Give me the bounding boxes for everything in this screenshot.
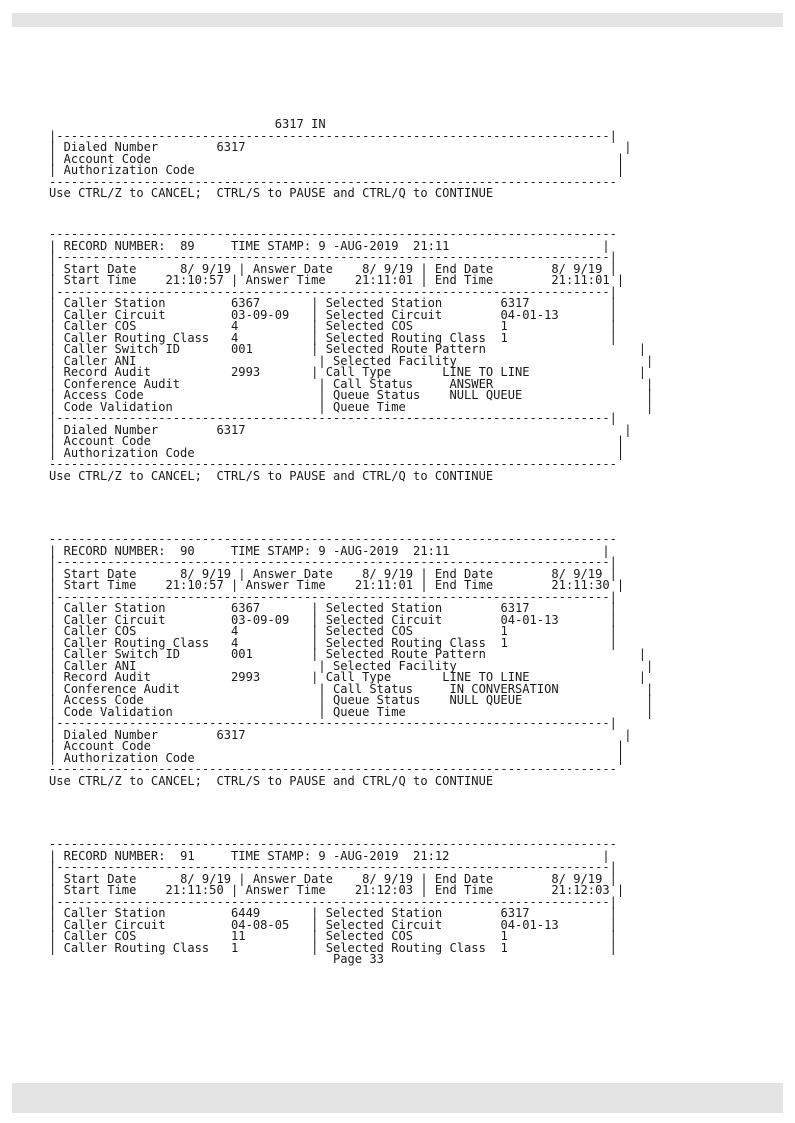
continue-prompt: Use CTRL/Z to CANCEL; CTRL/S to PAUSE and CTRL/Q to CONTINUE [49, 186, 494, 200]
record-block: ------------------------------------------------------------------------------ | RECORD NUMBER: 91 TIME STAMP: 9 -AUG-2019 21:12 | |----------------------------------------------------------------------------| | Start Date 8/ 9/19 | Answer Date 8/ 9/19 | End Date 8/ 9/19 | | Start Time 21:11:50 | Answer Time 21:12:03 | End Time 21:12:03 | |----------------------------------------------------------------------------| | Caller Station 6449 | Selected Station 6317 | | Caller Circuit 04-08-05 | Selected Circuit 04-01-13 | | Caller COS 11 | Selected COS 1 | | Caller Routing Class 1 | Selected Routing Class 1 | Page 33 [49, 837, 625, 966]
printout-header: 6317 IN |----------------------------------------------------------------------------| | Dialed Number 6317 | | Account Code | | Authorization Code | ------------------------------------------------------------------------------ Use CTRL/Z to CANCEL; CTRL/S to PAUSE and CTRL/Q to CONTINUE [49, 117, 632, 200]
record-number: 89 [180, 238, 195, 253]
record-block: ------------------------------------------------------------------------------ | RECORD NUMBER: 89 TIME STAMP: 9 -AUG-2019 21:11 | |----------------------------------------------------------------------------| | Start Date 8/ 9/19 | Answer Date 8/ 9/19 | End Date 8/ 9/19 | | Start Time 21:10:57 | Answer Time 21:11:01 | End Time 21:11:01 | |----------------------------------------------------------------------------| | Caller Station 6367 | Selected Station 6317 | | Caller Circuit 03-09-09 | Selected Circuit 04-01-13 | | Caller COS 4 | Selected COS 1 | | Caller Routing Class 4 | Selected Routing Class 1 | | Caller Switch ID 001 | Selected Route Pattern | | Caller ANI | Selected Facility | | Record Audit 2993 | Call Type LINE TO LINE | | Conference Audit | Call Status ANSWER | | Access Code | Queue Status NULL QUEUE | | Code Validation | Queue Time | |----------------------------------------------------------------------------| | Dialed Number 6317 | | Account Code | | Authorization Code | ------------------------------------------------------------------------------ Use CTRL/Z to CANCEL; CTRL/S to PAUSE and CTRL/Q to CONTINUE [49, 227, 654, 483]
header-title: 6317 IN [274, 117, 326, 131]
record-number: 91 [180, 848, 195, 863]
page-number: Page 33 [332, 952, 384, 966]
scan-bottom-band [12, 1083, 783, 1113]
record-number: 90 [180, 543, 195, 558]
scan-top-band [12, 13, 783, 27]
record-block: ------------------------------------------------------------------------------ | RECORD NUMBER: 90 TIME STAMP: 9 -AUG-2019 21:11 | |----------------------------------------------------------------------------| | Start Date 8/ 9/19 | Answer Date 8/ 9/19 | End Date 8/ 9/19 | | Start Time 21:10:57 | Answer Time 21:11:01 | End Time 21:11:30 | |----------------------------------------------------------------------------| | Caller Station 6367 | Selected Station 6317 | | Caller Circuit 03-09-09 | Selected Circuit 04-01-13 | | Caller COS 4 | Selected COS 1 | | Caller Routing Class 4 | Selected Routing Class 1 | | Caller Switch ID 001 | Selected Route Pattern | | Caller ANI | Selected Facility | | Record Audit 2993 | Call Type LINE TO LINE | | Conference Audit | Call Status IN CONVERSATION | | Access Code | Queue Status NULL QUEUE | | Code Validation | Queue Time | |----------------------------------------------------------------------------| | Dialed Number 6317 | | Account Code | | Authorization Code | ------------------------------------------------------------------------------ Use CTRL/Z to CANCEL; CTRL/S to PAUSE and CTRL/Q to CONTINUE [49, 532, 654, 788]
